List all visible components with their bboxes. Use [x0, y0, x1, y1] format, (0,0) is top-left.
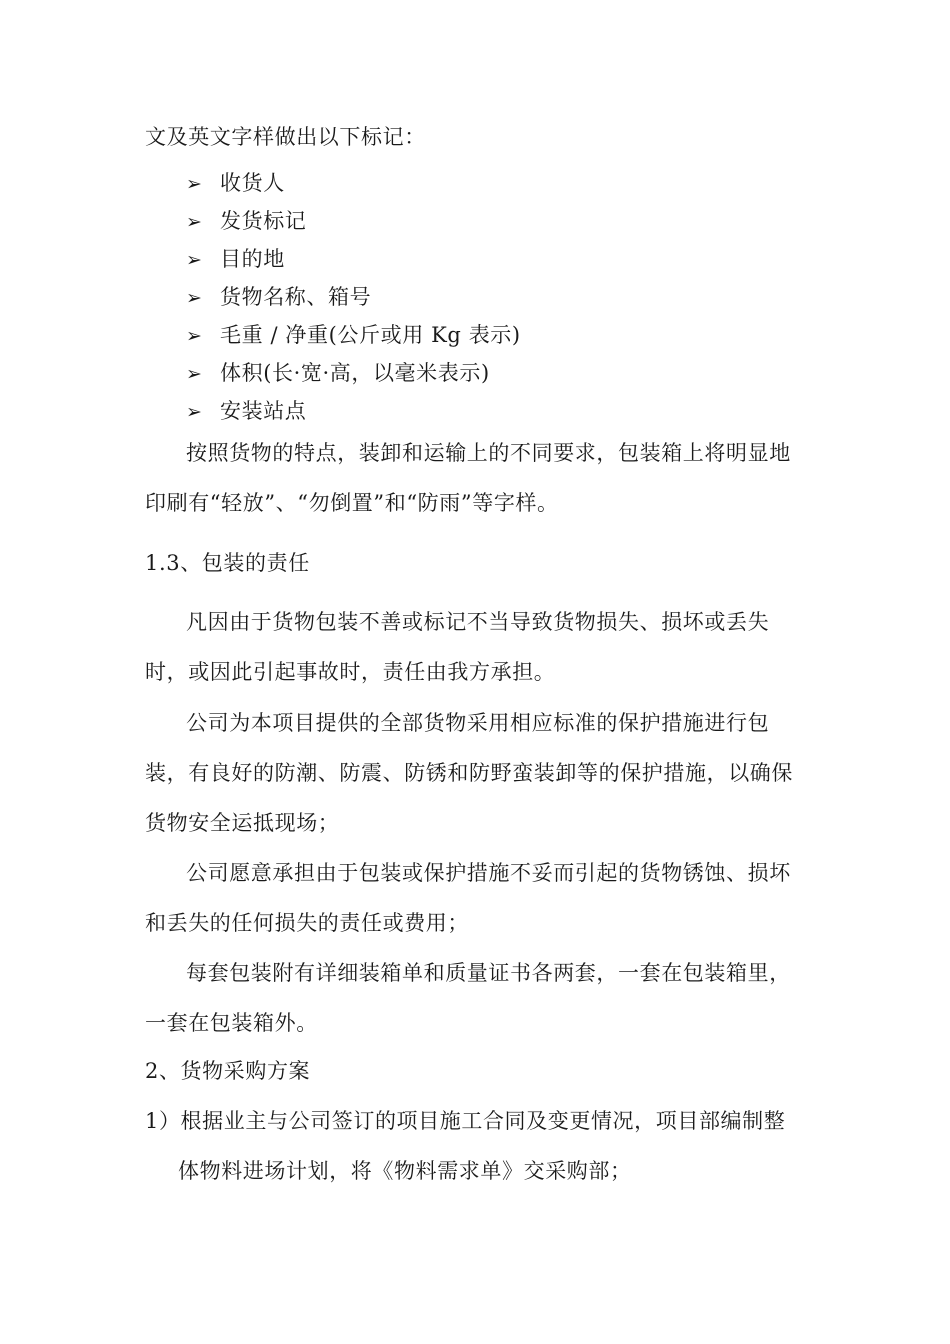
list-item: ➢ 货物名称、箱号 — [186, 282, 371, 313]
paragraph-line: 凡因由于货物包装不善或标记不当导致货物损失、损坏或丢失 — [186, 610, 770, 634]
arrow-bullet-icon: ➢ — [186, 173, 203, 195]
list-item: ➢ 收货人 — [186, 168, 285, 199]
numbered-item-line: 1）根据业主与公司签订的项目施工合同及变更情况，项目部编制整 — [145, 1109, 786, 1133]
arrow-bullet-icon: ➢ — [186, 211, 203, 233]
arrow-bullet-icon: ➢ — [186, 363, 203, 385]
paragraph-line: 货物安全运抵现场； — [145, 811, 340, 835]
arrow-bullet-icon: ➢ — [186, 325, 203, 347]
list-item: ➢ 目的地 — [186, 244, 285, 275]
numbered-item-line: 体物料进场计划，将《物料需求单》交采购部； — [178, 1159, 632, 1183]
paragraph-line: 一套在包装箱外。 — [145, 1011, 318, 1035]
paragraph-line: 时，或因此引起事故时，责任由我方承担。 — [145, 660, 556, 684]
list-item: ➢ 体积(长·宽·高，以毫米表示) — [186, 358, 490, 389]
section-heading: 1.3、包装的责任 — [145, 551, 310, 575]
arrow-bullet-icon: ➢ — [186, 401, 203, 423]
section-heading: 2、货物采购方案 — [145, 1059, 311, 1083]
list-item: ➢ 毛重 / 净重(公斤或用 Kg 表示) — [186, 320, 521, 351]
arrow-bullet-icon: ➢ — [186, 249, 203, 271]
paragraph-line: 装，有良好的防潮、防震、防锈和防野蛮装卸等的保护措施，以确保 — [145, 761, 793, 785]
intro-text: 文及英文字样做出以下标记： — [145, 125, 426, 149]
paragraph-line: 公司为本项目提供的全部货物采用相应标准的保护措施进行包 — [186, 711, 770, 735]
list-item: ➢ 发货标记 — [186, 206, 306, 237]
paragraph-line: 和丢失的任何损失的责任或费用； — [145, 911, 469, 935]
paragraph-line: 公司愿意承担由于包装或保护措施不妥而引起的货物锈蚀、损坏 — [186, 861, 791, 885]
paragraph-line: 按照货物的特点，装卸和运输上的不同要求，包装箱上将明显地 — [186, 441, 791, 465]
arrow-bullet-icon: ➢ — [186, 287, 203, 309]
paragraph-line: 印刷有“轻放”、“勿倒置”和“防雨”等字样。 — [145, 491, 559, 515]
list-item: ➢ 安装站点 — [186, 396, 306, 427]
paragraph-line: 每套包装附有详细装箱单和质量证书各两套，一套在包装箱里， — [186, 961, 791, 985]
